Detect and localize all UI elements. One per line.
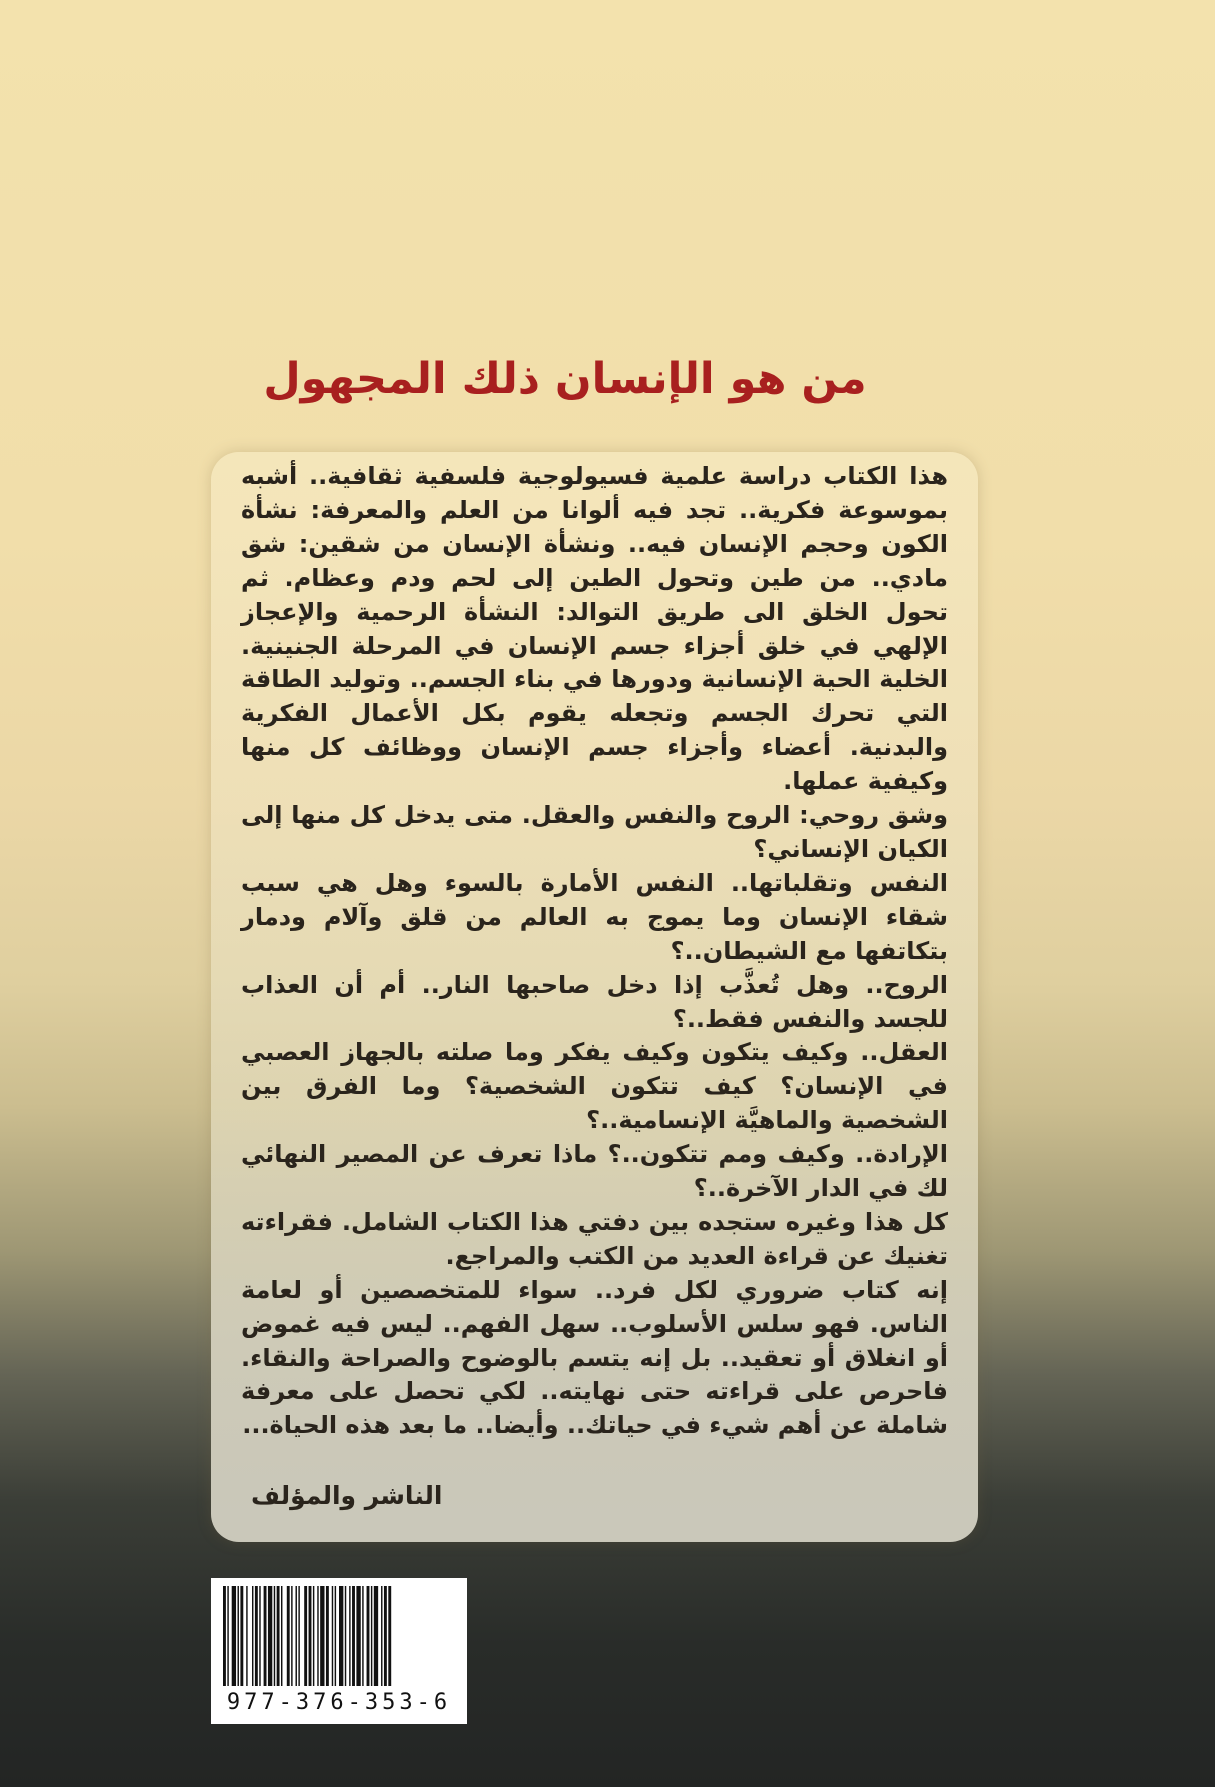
synopsis-panel: [211, 452, 978, 1542]
synopsis-paragraph: النفس وتقلباتها.. النفس الأمارة بالسوء وهل هي سبب شقاء الإنسان وما يموج به العالم من قلق وآلام ودمار بتكاتفها مع الشيطان..؟: [241, 868, 948, 965]
synopsis-paragraph: إنه كتاب ضروري لكل فرد.. سواء للمتخصصين أو لعامة الناس. فهو سلس الأسلوب.. سهل الفهم.. ليس فيه غموض أو انغلاق أو تعقيد.. بل إنه يتسم بالوضوح والصراحة والنقاء. فاحرص على قراءته حتى نهايته.. لكي تحصل على معرفة شاملة عن أهم شيء في حياتك.. وأيضا.. ما بعد هذه الحياة...: [241, 1275, 948, 1440]
book-title: من هو الإنسان ذلك المجهول: [263, 354, 867, 404]
isbn-barcode: [211, 1578, 467, 1724]
barcode-icon: [221, 1586, 457, 1686]
synopsis-paragraph: الروح.. وهل تُعذَّب إذا دخل صاحبها النار.. أم أن العذاب للجسد والنفس فقط..؟: [241, 970, 948, 1033]
synopsis-paragraph: العقل.. وكيف يتكون وكيف يفكر وما صلته بالجهاز العصبي في الإنسان؟ كيف تتكون الشخصية؟ وما الفرق بين الشخصية والماهيَّة الإنسامية..؟: [241, 1038, 948, 1135]
isbn-number: 977-376-353-6: [226, 1690, 452, 1715]
synopsis-paragraph: كل هذا وغيره ستجده بين دفتي هذا الكتاب الشامل. فقراءته تغنيك عن قراءة العديد من الكتب والمراجع.: [241, 1207, 948, 1270]
synopsis-paragraph: وشق روحي: الروح والنفس والعقل. متى يدخل كل منها إلى الكيان الإنساني؟: [241, 801, 948, 863]
synopsis-paragraph: هذا الكتاب دراسة علمية فسيولوجية فلسفية ثقافية.. أشبه بموسوعة فكرية.. تجد فيه ألوانا من العلم والمعرفة: نشأة الكون وحجم الإنسان فيه.. ونشأة الإنسان من شقين: شق مادي.. من طين وتحول الطين إلى لحم ودم وعظام. ثم تحول الخلق الى طريق التوالد: النشأة الرحمية والإعجاز الإلهي في خلق أجزاء جسم الإنسان في المرحلة الجنينية. الخلية الحية الإنسانية ودورها في بناء الجسم.. وتوليد الطاقة التي تحرك الجسم وتجعله يقوم بكل الأعمال الفكرية والبدنية. أعضاء وأجزاء جسم الإنسان ووظائف كل منها وكيفية عملها.: [241, 462, 948, 796]
synopsis-text: [241, 460, 948, 1443]
synopsis-paragraph: الإرادة.. وكيف ومم تتكون..؟ ماذا تعرف عن المصير النهائي لك في الدار الآخرة..؟: [241, 1140, 948, 1203]
publisher-signature: الناشر والمؤلف: [251, 1481, 443, 1510]
